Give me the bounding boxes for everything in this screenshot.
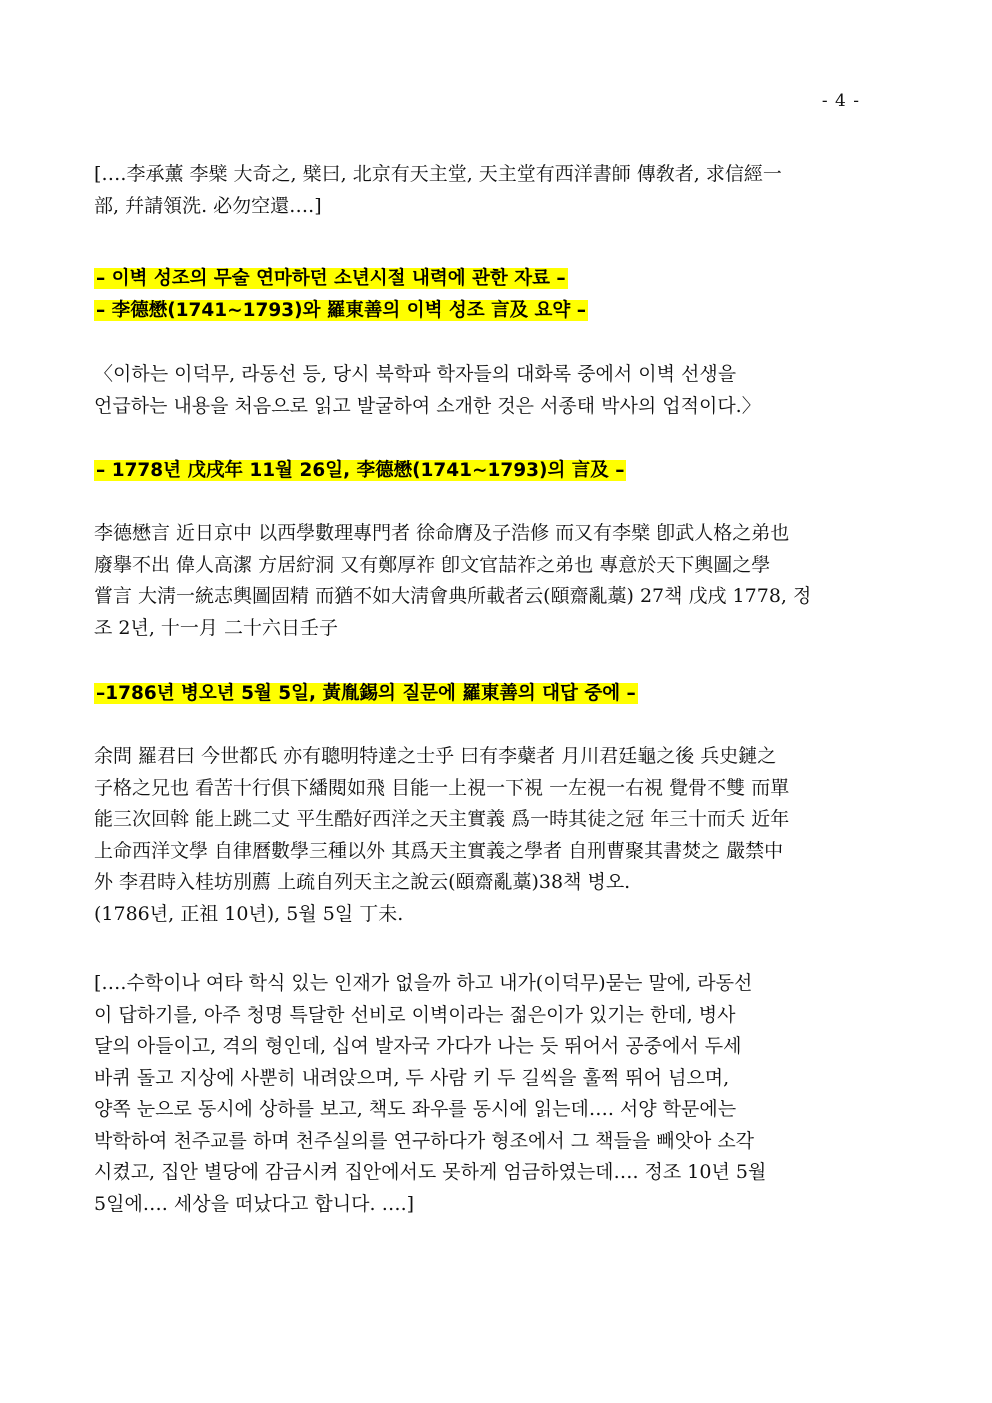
text-line: 余問 羅君曰 今世都氏 亦有聰明特達之士乎 曰有李蘗者 月川君廷龜之後 兵史鏈之: [94, 745, 777, 767]
text-line: 嘗言 大淸一統志輿圖固精 而猶不如大淸會典所載者云(頤齋亂藁) 27책 戊戌 1778, 정: [94, 585, 812, 607]
text-line: 달의 아들이고, 격의 형인데, 십여 발자국 가다가 나는 듯 뛰어서 공중에서 두세: [94, 1035, 742, 1057]
text-line: [….수학이나 여타 학식 있는 인재가 없을까 하고 내가(이덕무)묻는 말에, 라동선: [94, 972, 753, 994]
text-line: 5일에…. 세상을 떠났다고 합니다. ….]: [94, 1192, 415, 1215]
text-line: 〈이하는 이덕무, 라동선 등, 당시 북학파 학자들의 대화록 중에서 이벽 선생을: [94, 363, 737, 385]
text-line: 양쪽 눈으로 동시에 상하를 보고, 책도 좌우를 동시에 읽는데…. 서양 학문에는: [94, 1098, 737, 1120]
text-line: 子格之兄也 看苦十行倶下繙閱如飛 目能一上視一下視 一左視一右視 覺骨不雙 而單: [94, 776, 790, 799]
highlighted-heading-line: – 1778년 戊戌年 11월 26일, 李德懋(1741~1793)의 言及 –: [96, 460, 625, 481]
section-heading-2: [94, 457, 626, 484]
highlighted-heading-line: – 이벽 성조의 무술 연마하던 소년시절 내력에 관한 자료 –: [96, 268, 566, 289]
text-line: [….李承薰 李檗 大奇之, 檗曰, 北京有天主堂, 天主堂有西洋書師 傳敎者, 求信經一: [94, 163, 782, 185]
quote-block-1: [94, 159, 860, 222]
page-number: - 4 -: [821, 91, 860, 111]
text-line: 李德懋言 近日京中 以西學數理專門者 徐命膺及子浩修 而又有李檗 卽武人格之弟也: [94, 522, 790, 544]
text-line: 能三次回斡 能上跳二丈 平生酷好西洋之天主實義 爲一時其徒之冠 年三十而夭 近年: [94, 808, 790, 830]
intro-paragraph: [94, 359, 860, 422]
text-line: 廢擧不出 偉人高潔 方居紵洞 又有鄭厚祚 卽文官喆祚之弟也 專意於天下輿圖之學: [94, 553, 771, 576]
text-line: 部, 幷請領洗. 必勿空還….]: [94, 194, 322, 217]
hanmun-passage-2: [94, 741, 860, 930]
highlighted-heading-line: – 李德懋(1741~1793)와 羅東善의 이벽 성조 言及 요약 –: [96, 300, 586, 321]
text-line: 上命西洋文學 自律曆數學三種以外 其爲天主實義之學者 自刑曹聚其書焚之 嚴禁中: [94, 839, 784, 862]
text-line: (1786년, 正祖 10년), 5월 5일 丁未.: [94, 902, 404, 925]
text-line: 시켰고, 집안 별당에 감금시켜 집안에서도 못하게 엄금하였는데…. 정조 10년 5월: [94, 1161, 767, 1183]
text-line: 이 답하기를, 아주 청명 특달한 선비로 이벽이라는 젊은이가 있기는 한데, 병사: [94, 1003, 736, 1026]
section-heading-1: [94, 265, 588, 324]
highlighted-heading-line: –1786년 병오년 5월 5일, 黃胤錫의 질문에 羅東善의 대답 중에 –: [96, 683, 636, 704]
text-line: 언급하는 내용을 처음으로 읽고 발굴하여 소개한 것은 서종태 박사의 업적이다.〉: [94, 394, 761, 417]
hanmun-passage-1: [94, 518, 860, 644]
text-line: 박학하여 천주교를 하며 천주실의를 연구하다가 형조에서 그 책들을 빼앗아 소각: [94, 1129, 755, 1152]
translation-paragraph: [94, 968, 860, 1220]
section-heading-3: [94, 680, 638, 707]
text-line: 外 李君時入桂坊別薦 上疏自列天主之說云(頤齋亂藁)38책 병오.: [94, 871, 631, 893]
text-line: 조 2년, 十一月 二十六日壬子: [94, 616, 338, 639]
text-line: 바퀴 돌고 지상에 사뿐히 내려앉으며, 두 사람 키 두 길씩을 훌쩍 뛰어 넘으며,: [94, 1066, 730, 1089]
